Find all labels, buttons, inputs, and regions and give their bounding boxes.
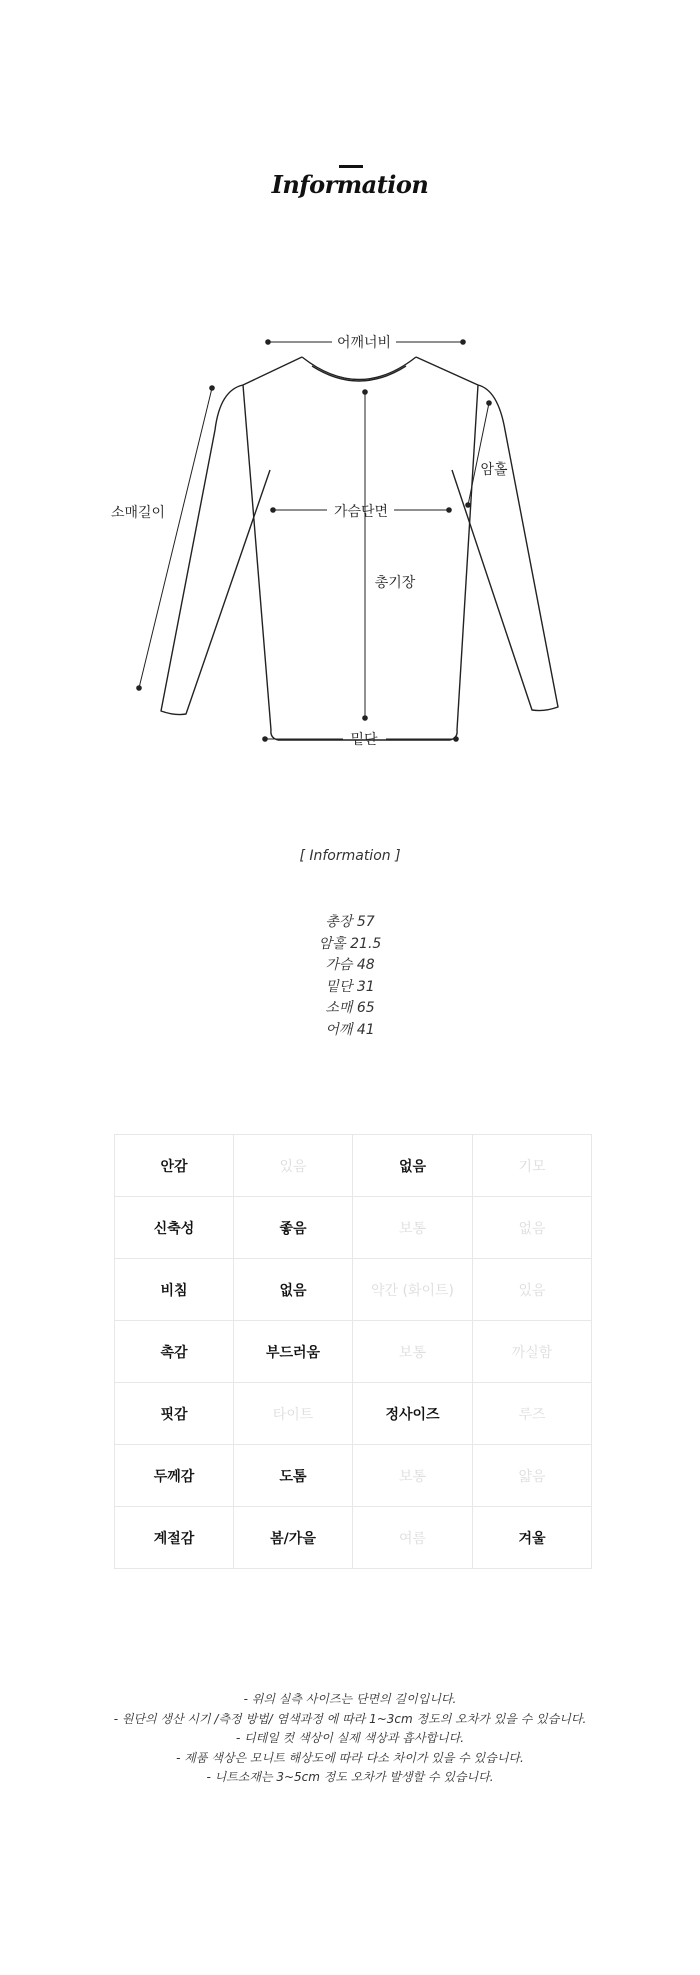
property-option: 루즈 [473,1383,592,1445]
label-chest: 가슴단면 [333,504,389,520]
property-option: 부드러움 [234,1321,353,1383]
note-line: - 원단의 생산 시기 /측정 방법/ 염색과정 에 따라 1~3cm 정도의 오차가 있을 수 있습니다. [113,1711,587,1726]
label-sleeve: 소매길이 [110,505,166,521]
property-option: 기모 [473,1135,592,1197]
property-row-sheerness [115,1259,592,1321]
sweater-outline [161,357,558,740]
property-option: 겨울 [473,1507,592,1569]
property-row-thickness [115,1445,592,1507]
property-option: 없음 [473,1197,592,1259]
measurement-item: 밑단 31 [325,978,375,995]
measurement-item: 암홀 21.5 [318,935,382,952]
label-shoulder: 어깨너비 [336,335,392,351]
property-label: 신축성 [115,1197,234,1259]
property-option: 얇음 [473,1445,592,1507]
hem-measure [262,731,459,748]
property-option: 까실함 [473,1321,592,1383]
title-accent-bar [339,165,363,168]
shoulder-measure [265,334,466,351]
label-length: 총기장 [374,575,416,591]
garment-size-diagram [0,320,700,760]
property-option: 있음 [473,1259,592,1321]
property-option: 없음 [234,1259,353,1321]
note-line: - 위의 실측 사이즈는 단면의 길이입니다. [243,1692,457,1706]
property-option: 약간 (화이트) [353,1259,473,1321]
property-table [114,1134,592,1569]
property-label: 촉감 [115,1321,234,1383]
measurement-item: 소매 65 [325,1000,375,1016]
property-label: 핏감 [115,1383,234,1445]
property-option: 있음 [234,1135,353,1197]
property-option: 보통 [353,1321,473,1383]
note-line: - 제품 색상은 모니트 해상도에 따라 다소 차이가 있을 수 있습니다. [176,1750,524,1765]
property-label: 비침 [115,1259,234,1321]
property-row-touch [115,1321,592,1383]
property-option: 정사이즈 [353,1383,473,1445]
measurement-item: 총장 57 [325,914,375,930]
property-option: 없음 [353,1135,473,1197]
notes [0,1690,700,1788]
property-option: 여름 [353,1507,473,1569]
property-option: 타이트 [234,1383,353,1445]
property-row-season [115,1507,592,1569]
note-line: - 디테일 컷 색상이 실제 색상과 흡사합니다. [235,1731,465,1745]
property-label: 안감 [115,1135,234,1197]
property-option: 보통 [353,1197,473,1259]
measurement-item: 가슴 48 [325,957,375,973]
property-option: 보통 [353,1445,473,1507]
property-option: 도톰 [234,1445,353,1507]
sleeve-measure [111,385,215,691]
info-heading: [ Information ] [299,848,401,864]
property-option: 좋음 [234,1197,353,1259]
property-label: 계절감 [115,1507,234,1569]
property-row-stretch [115,1197,592,1259]
chest-measure [270,503,452,520]
measurement-list [0,912,700,1041]
label-hem: 밑단 [350,732,378,748]
property-row-fit [115,1383,592,1445]
label-armhole: 암홀 [480,462,508,478]
property-option: 봄/가을 [234,1507,353,1569]
length-measure [362,389,416,721]
note-line: - 니트소재는 3~5cm 정도 오차가 발생할 수 있습니다. [206,1770,494,1784]
measurement-item: 어깨 41 [325,1021,375,1038]
property-label: 두께감 [115,1445,234,1507]
page-title: Information [271,170,429,199]
property-row-lining [115,1135,592,1197]
